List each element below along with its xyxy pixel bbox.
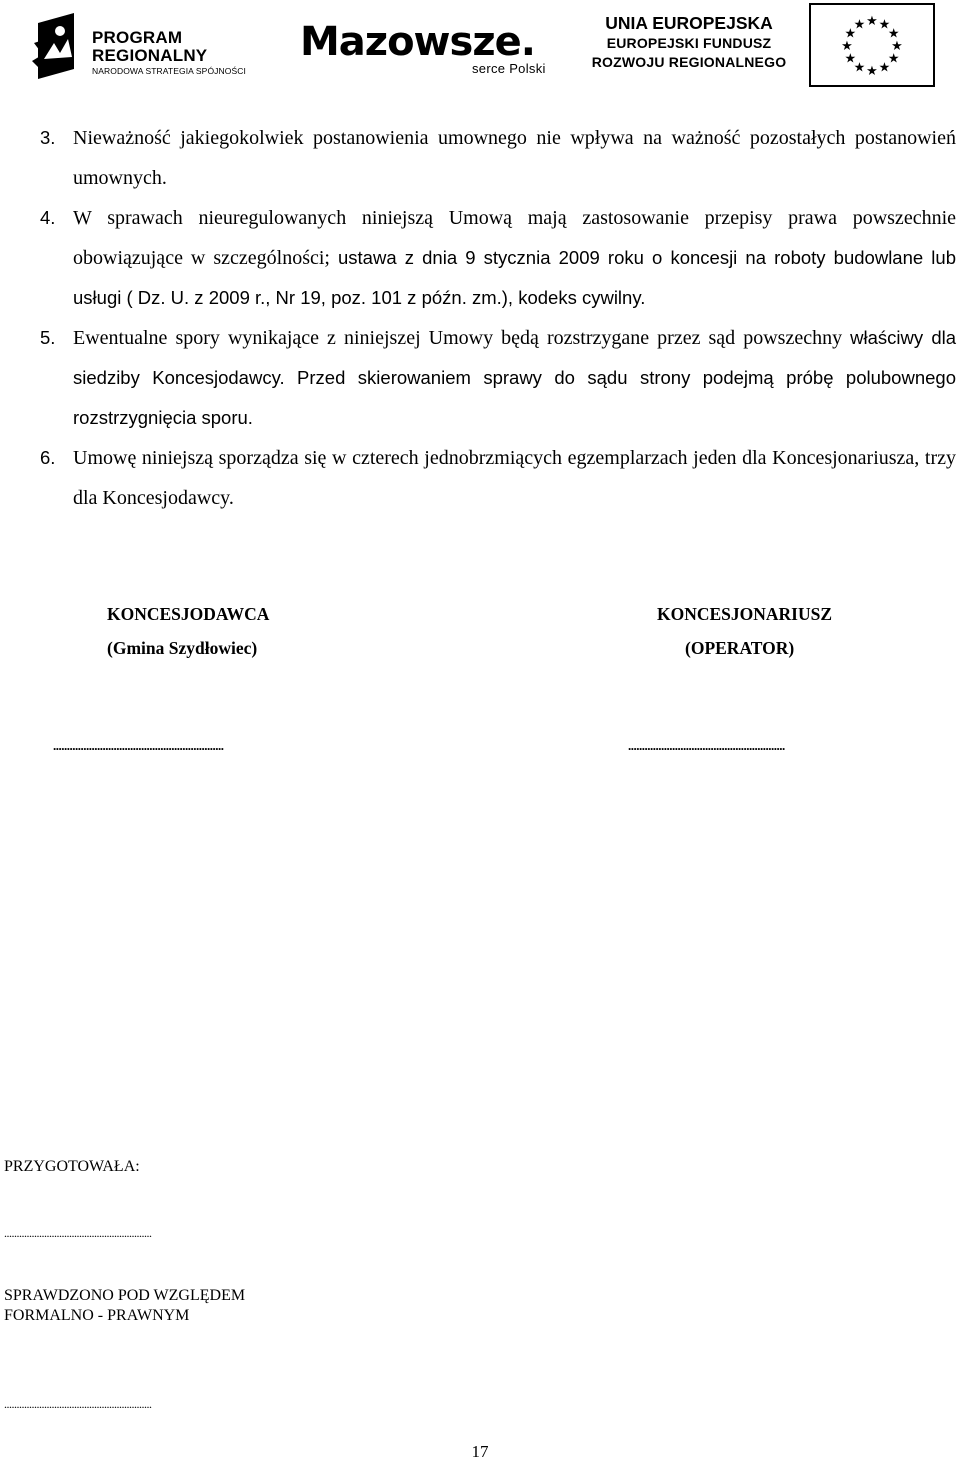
eu-star-icon: ★: [887, 26, 900, 42]
mazowsze-logo: [300, 20, 562, 80]
eu-star-icon: ★: [866, 64, 878, 79]
clause-4: [40, 198, 956, 318]
signature-left-subtitle: (Gmina Szydłowiec): [107, 638, 258, 658]
eu-star-icon: ★: [853, 60, 866, 76]
eu-star-icon: ★: [841, 39, 853, 54]
eu-star-icon: ★: [853, 17, 866, 33]
program-regionalny-logo: [30, 13, 250, 79]
clause-number: 4.: [40, 207, 56, 228]
clause-text: [73, 198, 956, 318]
eu-star-icon: ★: [844, 51, 857, 67]
mazowsze-wordmark: Mazowsze.: [300, 19, 535, 65]
eu-fund-line1: EUROPEJSKI FUNDUSZ: [606, 35, 772, 51]
mazowsze-tagline: serce Polski: [472, 61, 546, 76]
checked-line: ...........................................................: [4, 1397, 152, 1411]
signature-left-title: KONCESJODAWCA: [107, 604, 270, 624]
checked-label-line1: SPRAWDZONO POD WZGLĘDEM: [4, 1287, 246, 1304]
signature-right-subtitle: (OPERATOR): [685, 638, 795, 658]
signature-right-title: KONCESJONARIUSZ: [657, 604, 833, 624]
clause-text: Umowę niniejszą sporządza się w czterech jednobrzmiących egzemplarzach jeden dla Koncesjonariusza, trzy dla Koncesjodawcy.: [73, 447, 956, 509]
clause-text-serif: W sprawach nieuregulowanych niniejszą Umową mają zastosowanie przepisy prawa powszechnie obowiązujące w szczególności;: [73, 207, 956, 269]
eu-text-block: [583, 13, 795, 72]
eu-flag-icon: [809, 3, 935, 87]
clause-number: 5.: [40, 327, 56, 348]
signature-right-line: .........................................................: [628, 738, 785, 753]
eu-star-icon: ★: [878, 60, 891, 76]
clause-text-sans: właściwy dla siedziby Koncesjodawcy. Przed skierowaniem sprawy do sądu strony podejmą próbę polubownego rozstrzygnięcia sporu.: [73, 327, 957, 428]
page-number: 17: [471, 1442, 489, 1461]
eu-star-icon: ★: [866, 14, 878, 29]
clause-3: [40, 118, 956, 198]
contract-clauses: [40, 118, 956, 518]
eu-star-icon: ★: [887, 51, 900, 67]
clause-text: [73, 318, 956, 438]
checked-label-line2: FORMALNO - PRAWNYM: [4, 1307, 190, 1324]
prepared-by-label: PRZYGOTOWAŁA:: [4, 1158, 140, 1175]
clause-6: [40, 438, 956, 518]
program-regionalny-emblem-icon: [30, 13, 82, 79]
prepared-by-line: ...........................................................: [4, 1226, 152, 1240]
eu-star-icon: ★: [844, 26, 857, 42]
eu-star-icon: ★: [891, 39, 903, 54]
eu-title: UNIA EUROPEJSKA: [605, 13, 773, 33]
eu-fund-line2: ROZWOJU REGIONALNEGO: [591, 54, 787, 70]
clause-text-sans: ustawa z dnia 9 stycznia 2009 roku o koncesji na roboty budowlane lub usługi ( Dz. U. z 2009 r., Nr 19, poz. 101 z późn. zm.), kodeks cywilny.: [73, 247, 956, 308]
clause-text-serif: Ewentualne spory wynikające z niniejszej Umowy będą rozstrzygane przez sąd powszechny: [73, 327, 843, 349]
strategia-label: NARODOWA STRATEGIA SPÓJNOŚCI: [92, 66, 246, 76]
clause-text: Nieważność jakiegokolwiek postanowienia umownego nie wpływa na ważność pozostałych postanowień umownych.: [73, 127, 956, 189]
regionalny-label: REGIONALNY: [92, 46, 208, 65]
eu-star-icon: ★: [878, 17, 891, 33]
program-regionalny-text: [92, 29, 246, 77]
clause-number: 6.: [40, 447, 56, 468]
program-label: PROGRAM: [92, 28, 183, 47]
signature-left-line: ..............................................................: [53, 738, 224, 753]
clause-5: [40, 318, 956, 438]
clause-number: 3.: [40, 127, 56, 148]
